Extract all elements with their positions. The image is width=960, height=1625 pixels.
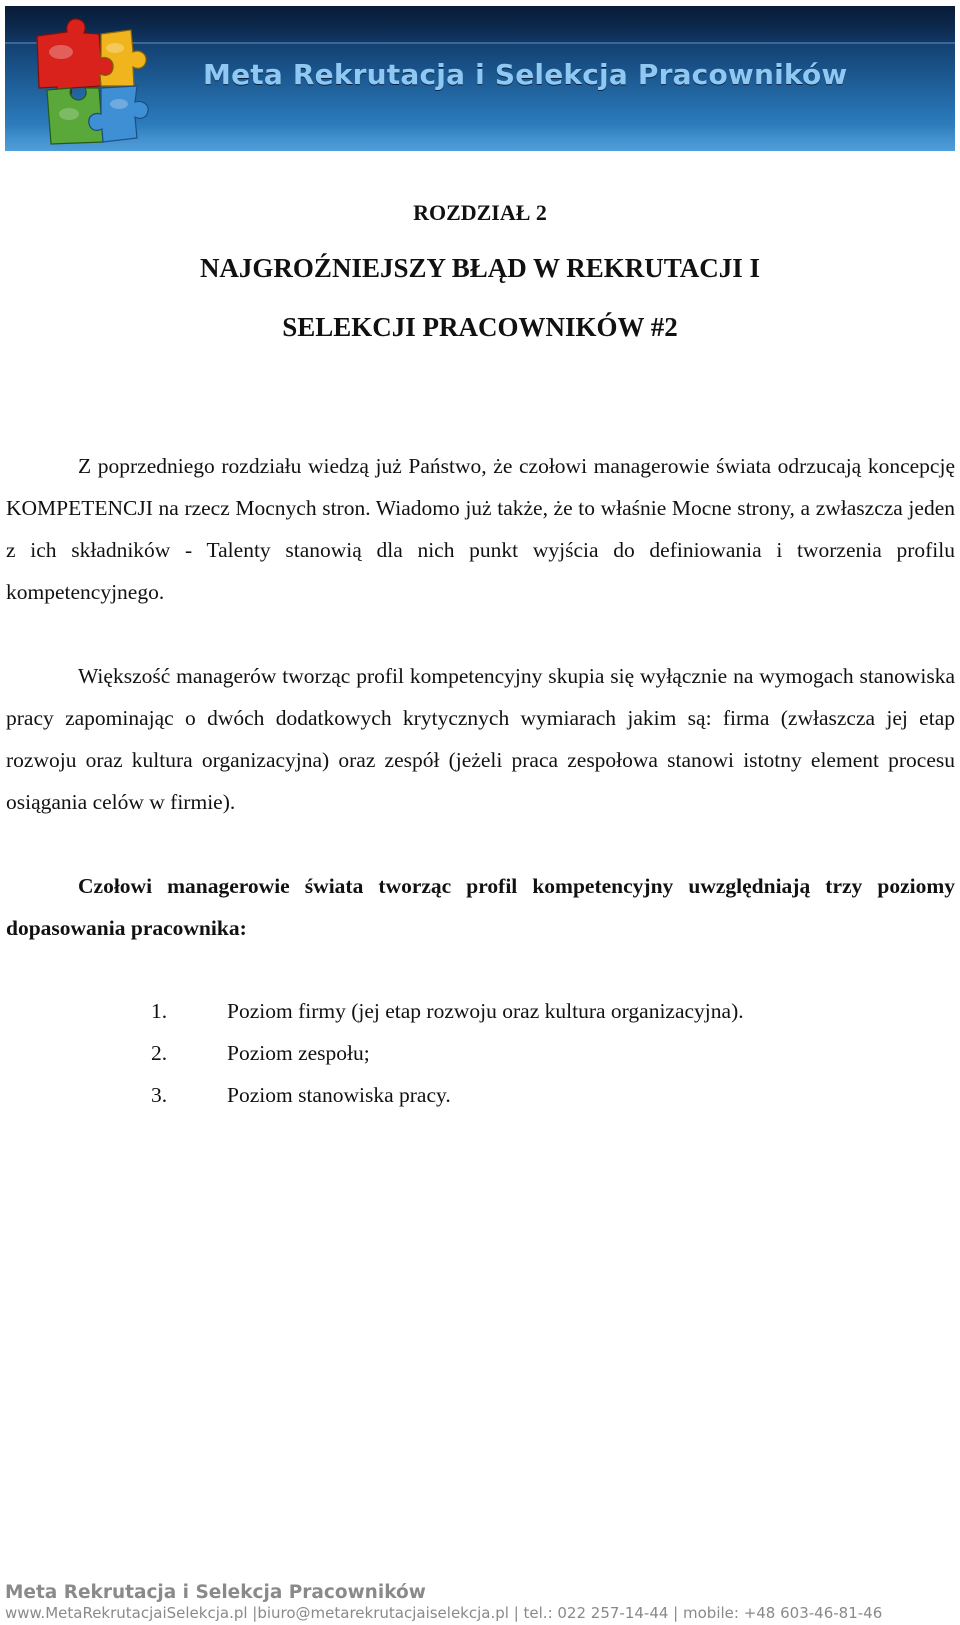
puzzle-pieces-icon [27,14,177,151]
header-banner [5,6,955,151]
puzzle-piece-red [37,19,113,99]
list-item-text: Poziom firmy (jej etap rozwoju oraz kultura organizacyjna). [227,999,744,1023]
page-title-line-1: NAJGROŹNIEJSZY BŁĄD W REKRUTACJI I [199,253,761,283]
list-item [0,1032,960,1074]
paragraph-1: Z poprzedniego rozdziału wiedzą już Państwo, że czołowi managerowie świata odrzucają koncepcję KOMPETENCJI na rzecz Mocnych stron. Wiadomo już także, że to właśnie Mocne strony, a zwłaszcza jeden z ich składników - Talenty stanowią dla nich punkt wyjścia do definiowania i tworzenia profilu kompetencyjnego. [6,454,955,604]
list-item-text: Poziom stanowiska pracy. [227,1083,451,1107]
paragraph-2: Większość managerów tworząc profil kompetencyjny skupia się wyłącznie na wymogach stanowiska pracy zapominając o dwóch dodatkowych krytycznych wymiarach jakim są: firma (zwłaszcza jej etap rozwoju oraz kultura organizacyjna) oraz zespół (jeżeli praca zespołowa stanowi istotny element procesu osiągania celów w firmie). [6,664,955,814]
page-title-line-2: SELEKCJI PRACOWNIKÓW #2 [282,312,678,342]
list-item-number: 2. [151,1041,168,1065]
levels-list [0,990,960,1116]
list-item [0,1074,960,1116]
paragraph-3-bold: Czołowi managerowie świata tworząc profil kompetencyjny uwzględniają trzy poziomy dopasowania pracownika: [6,874,955,940]
list-item-number: 3. [151,1083,168,1107]
chapter-label: ROZDZIAŁ 2 [413,200,547,225]
list-item-number: 1. [151,999,168,1023]
list-item [0,990,960,1032]
puzzle-piece-yellow [100,30,146,86]
banner-title: Meta Rekrutacja i Selekcja Pracowników [203,58,848,91]
list-item-text: Poziom zespołu; [227,1041,370,1065]
footer-title: Meta Rekrutacja i Selekcja Pracowników [5,1582,426,1603]
footer-contact: www.MetaRekrutacjaiSelekcja.pl |biuro@metarekrutacjaiselekcja.pl | tel.: 022 257-14-44 | mobile: +48 603-46-81-46 [5,1604,883,1622]
